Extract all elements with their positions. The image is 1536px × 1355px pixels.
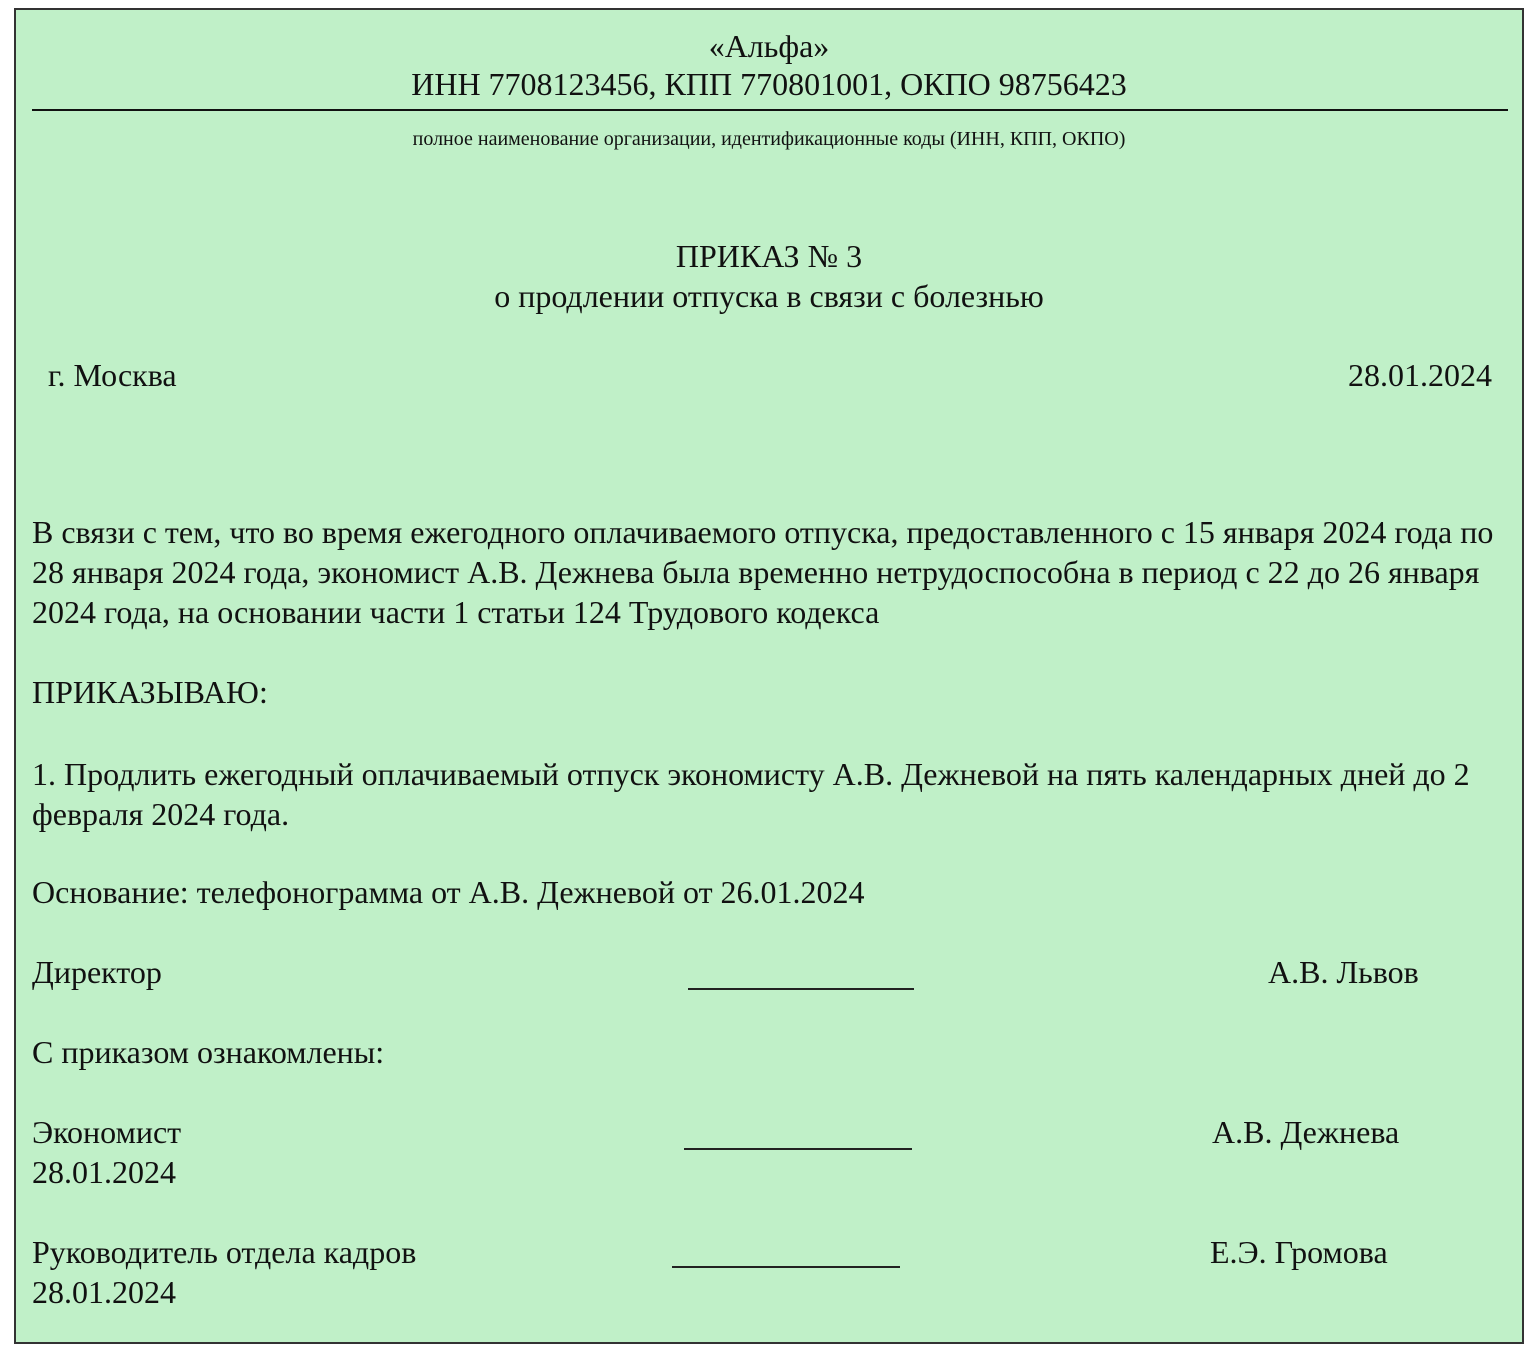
director-name: А.В. Львов (1268, 954, 1419, 990)
order-date: 28.01.2024 (1348, 357, 1492, 393)
order-document (14, 8, 1524, 1344)
org-codes: ИНН 7708123456, КПП 770801001, ОКПО 98756423 (411, 66, 1127, 102)
order-subject: о продлении отпуска в связи с болезнью (494, 278, 1044, 314)
order-word: ПРИКАЗЫВАЮ: (32, 674, 268, 710)
preamble-paragraph: В связи с тем, что во время ежегодного оплачиваемого отпуска, предоставленного с 15 января 2024 года по 28 января 2024 года, экономист А.В. Дежнева была временно нетрудоспособна в период с 22 до 26 января 2024 года, на основании части 1 статьи 124 Трудового кодекса (32, 514, 1494, 630)
economist-position: Экономист (32, 1114, 182, 1150)
order-number: ПРИКАЗ № 3 (675, 238, 863, 274)
economist-date: 28.01.2024 (32, 1154, 176, 1190)
header-caption: полное наименование организации, идентификационные коды (ИНН, КПП, ОКПО) (412, 128, 1126, 150)
hr-head-date: 28.01.2024 (32, 1274, 176, 1310)
hr-head-name: Е.Э. Громова (1210, 1234, 1388, 1270)
order-item-1: 1. Продлить ежегодный оплачиваемый отпуск экономисту А.В. Дежневой на пять календарных дней до 2 февраля 2024 года. (32, 756, 1470, 832)
org-name: «Альфа» (708, 28, 830, 64)
director-signature-line (688, 988, 914, 990)
basis-line: Основание: телефонограмма от А.В. Дежневой от 26.01.2024 (32, 874, 865, 910)
hr-head-position: Руководитель отдела кадров (32, 1234, 417, 1270)
header-divider (32, 109, 1508, 111)
economist-name: А.В. Дежнева (1212, 1114, 1400, 1150)
hr-head-signature-line (672, 1266, 900, 1268)
acknowledged-label: С приказом ознакомлены: (32, 1034, 385, 1070)
director-position: Директор (32, 954, 162, 990)
city: г. Москва (48, 357, 177, 393)
economist-signature-line (684, 1148, 912, 1150)
